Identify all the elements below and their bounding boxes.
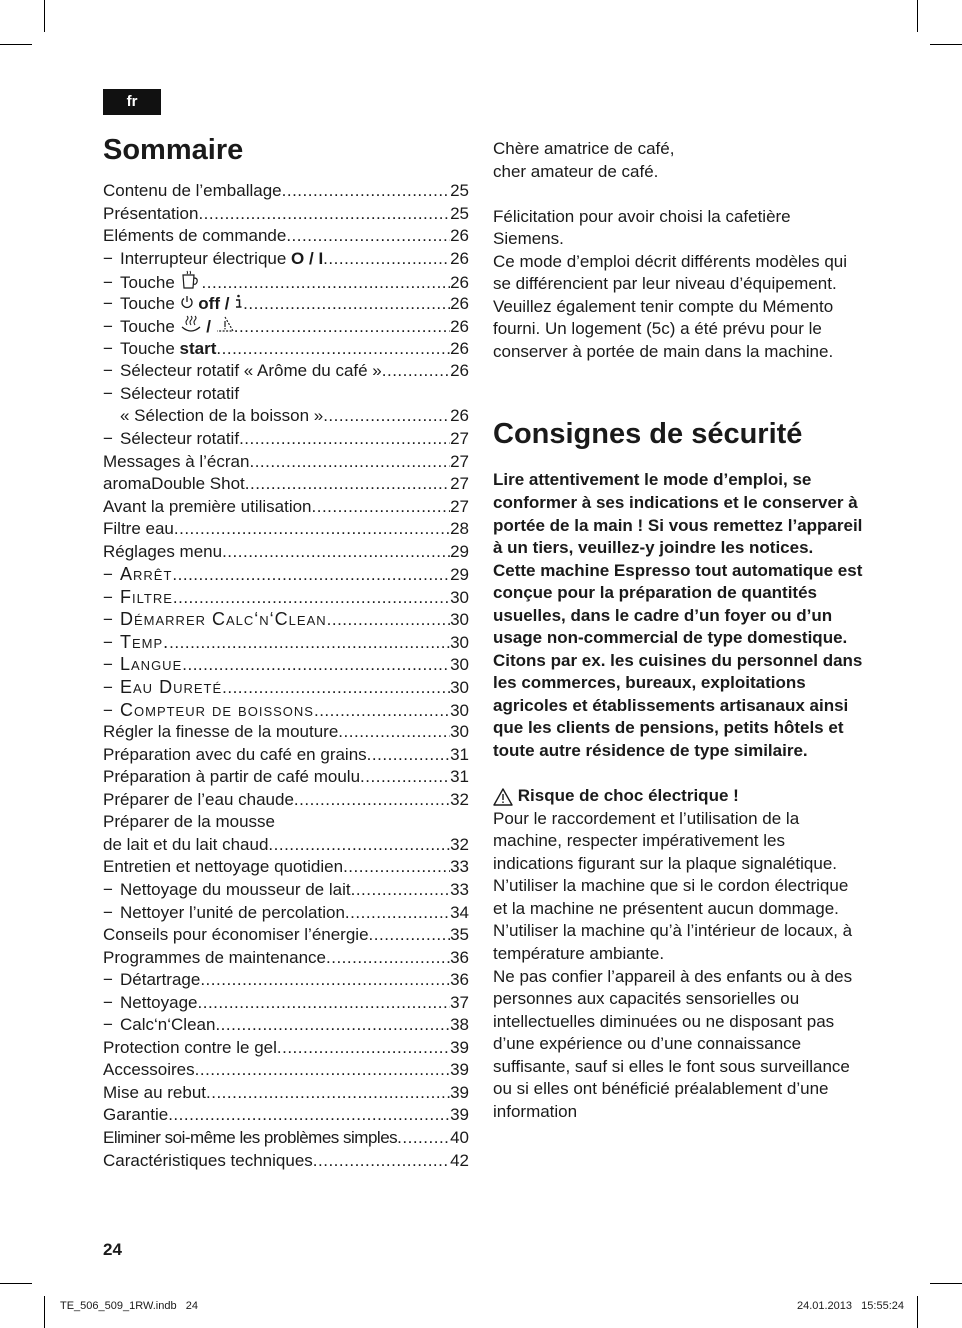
- safety-paragraph: N’utiliser la machine que si le cordon électrique et la machine ne présentent aucun dommage.: [493, 876, 849, 918]
- toc-page-number: 35: [450, 925, 469, 945]
- toc-entry: [103, 586, 469, 609]
- toc-page-number: 29: [450, 541, 469, 561]
- toc-dash: −: [103, 655, 113, 675]
- toc-entry-label: Nettoyage: [120, 992, 198, 1012]
- toc-entry-label: Nettoyage du mousseur de lait: [120, 879, 351, 899]
- power-icon: [180, 293, 194, 316]
- toc-leader-dots: [360, 766, 450, 789]
- toc-leader-dots: [323, 248, 450, 271]
- toc-page-number: 39: [450, 1037, 469, 1057]
- toc-entry: [103, 811, 469, 856]
- footer-filename: TE_506_509_1RW.indb 24: [60, 1300, 199, 1312]
- toc-entry-text: [103, 451, 249, 474]
- toc-dash: −: [103, 610, 113, 630]
- safety-bold-paragraph: Lire attentivement le mode d’emploi, se conformer à ses indications et le conserver à portée de la main ! Si vous remettez l’appareil à un tiers, veuillez-y joindre les notices.: [493, 470, 863, 558]
- toc-entry: [103, 270, 469, 293]
- toc-entry-text: [103, 1082, 206, 1105]
- toc-page-number: 42: [450, 1150, 469, 1170]
- toc-entry-label: Interrupteur électrique: [120, 248, 292, 268]
- toc-page-number: 33: [450, 879, 469, 899]
- toc-entry: [103, 428, 469, 451]
- toc-entry-text: [120, 360, 382, 383]
- toc-entry-label: Conseils pour économiser l’énergie: [103, 925, 369, 945]
- toc-leader-dots: [327, 609, 450, 632]
- toc-entry-text: [103, 203, 198, 226]
- toc-entry: [103, 1127, 469, 1150]
- crop-mark: [917, 1296, 918, 1328]
- toc-entry-text: [120, 653, 182, 676]
- toc-entry-label: Touche: [120, 338, 180, 358]
- crop-mark: [930, 44, 962, 45]
- toc-leader-dots: [268, 834, 450, 857]
- toc-entry-label: Garantie: [103, 1105, 169, 1125]
- toc-page-number: 27: [450, 429, 469, 449]
- crop-mark: [44, 0, 45, 32]
- toc-entry-text: [120, 631, 169, 654]
- toc-leader-dots: [198, 203, 450, 226]
- toc-dash: −: [103, 970, 113, 990]
- toc-dash: −: [103, 992, 113, 1012]
- toc-entry-text: [120, 902, 345, 925]
- toc-leader-dots: [234, 316, 450, 339]
- toc-page-number: 26: [450, 338, 469, 358]
- toc-entry-label: Détartrage: [120, 970, 201, 990]
- toc-page-number: 37: [450, 992, 469, 1012]
- toc-list: [103, 180, 469, 1172]
- toc-leader-dots: [200, 969, 450, 992]
- toc-leader-dots: [173, 587, 450, 610]
- toc-dash: −: [103, 248, 113, 268]
- toc-page-number: 33: [450, 857, 469, 877]
- steam-icon: [180, 315, 202, 340]
- toc-entry-text: [103, 856, 343, 879]
- toc-entry-text: [103, 180, 282, 203]
- toc-entry-bold: O / I: [291, 248, 324, 268]
- toc-dash: −: [103, 632, 113, 652]
- toc-leader-dots: [222, 541, 450, 564]
- toc-leader-dots: [168, 1104, 450, 1127]
- safety-paragraph: N’utiliser la machine qu’à l’intérieur de locaux, à température ambiante.: [493, 921, 853, 963]
- toc-page-number: 26: [450, 406, 469, 426]
- toc-leader-dots: [397, 1127, 450, 1150]
- toc-leader-dots: [215, 1014, 450, 1037]
- toc-entry-text: [120, 1014, 215, 1037]
- safety-paragraph: Pour le raccordement et l’utilisation de la machine, respecter impérativement les indications figurant sur la plaque signalétique.: [493, 808, 838, 873]
- toc-entry-label: Préparation à partir de café moulu: [103, 767, 361, 787]
- toc-entry-label: Accessoires: [103, 1060, 195, 1080]
- toc-entry: [103, 248, 469, 271]
- warning-title: Risque de choc électrique !: [517, 786, 739, 806]
- toc-leader-dots: [338, 721, 450, 744]
- toc-entry-label: Contenu de l’emballage: [103, 181, 282, 200]
- toc-entry: [103, 180, 469, 203]
- toc-dash: −: [103, 1015, 113, 1035]
- toc-leader-dots: [313, 1150, 450, 1173]
- toc-page-number: 26: [450, 248, 469, 268]
- toc-leader-dots: [294, 789, 450, 812]
- toc-page-number: 29: [450, 565, 469, 585]
- toc-page-number: 30: [450, 587, 469, 607]
- toc-dash: −: [103, 293, 113, 313]
- toc-entry-label: Présentation: [103, 203, 199, 223]
- toc-entry-label: Temp.: [120, 631, 170, 652]
- toc-entry: [103, 902, 469, 925]
- toc-leader-dots: [249, 451, 450, 474]
- toc-entry: [103, 293, 469, 316]
- toc-entry-label: Filtre: [120, 586, 173, 607]
- toc-entry-label: Nettoyer l’unité de percolation: [120, 902, 345, 922]
- toc-entry-label: Sélecteur rotatif: [120, 383, 240, 403]
- greeting-line: Chère amatrice de café,: [493, 139, 675, 158]
- toc-entry-text: [103, 473, 245, 496]
- toc-entry-label: Messages à l’écran: [103, 451, 250, 471]
- page-number: 24: [103, 1240, 122, 1259]
- right-column: [493, 138, 863, 1123]
- toc-entry-text: [120, 315, 234, 340]
- toc-entry: [103, 315, 469, 338]
- toc-leader-dots: [172, 564, 450, 587]
- toc-page-number: 27: [450, 474, 469, 494]
- toc-entry-text: [120, 676, 222, 699]
- toc-entry-label: Entretien et nettoyage quotidien: [103, 857, 344, 877]
- toc-entry-label: Démarrer Calc‘n‘Clean: [120, 609, 327, 630]
- toc-page-number: 26: [450, 317, 469, 337]
- crop-mark: [0, 1283, 32, 1284]
- intro-paragraph: Ce mode d’emploi décrit différents modèles qui se différencient par leur niveau d’équipement.: [493, 251, 848, 294]
- toc-entry-text: [120, 428, 239, 451]
- toc-page-number: 32: [450, 789, 469, 809]
- toc-page-number: 39: [450, 1082, 469, 1102]
- toc-entry: [103, 225, 469, 248]
- crop-mark: [930, 1283, 962, 1284]
- crop-mark: [44, 1296, 45, 1328]
- toc-entry: [103, 338, 469, 361]
- toc-leader-dots: [222, 677, 450, 700]
- toc-leader-dots: [239, 428, 450, 451]
- toc-leader-dots: [345, 902, 450, 925]
- toc-entry-text: [103, 744, 367, 767]
- toc-page-number: 26: [450, 272, 469, 292]
- toc-page-number: 26: [450, 293, 469, 313]
- toc-entry: [103, 1037, 469, 1060]
- toc-page-number: 26: [450, 226, 469, 246]
- toc-entry: [103, 631, 469, 654]
- toc-page-number: 27: [450, 451, 469, 471]
- language-badge: fr: [103, 89, 161, 115]
- toc-page-number: 27: [450, 496, 469, 516]
- toc-leader-dots: [182, 654, 450, 677]
- toc-entry-text: [120, 879, 351, 902]
- toc-page-number: 26: [450, 361, 469, 381]
- toc-entry-label: Arrêt: [120, 564, 173, 585]
- toc-leader-dots: [206, 1082, 450, 1105]
- toc-page-number: 38: [450, 1015, 469, 1035]
- toc-entry-text: [120, 563, 172, 586]
- toc-entry: [103, 473, 469, 496]
- toc-entry: [103, 1104, 469, 1127]
- toc-entry-line: [103, 811, 469, 834]
- toc-title: Sommaire: [103, 134, 244, 166]
- toc-leader-dots: [243, 293, 450, 316]
- toc-entry-text: [103, 924, 369, 947]
- toc-entry: [103, 541, 469, 564]
- toc-entry: [103, 1014, 469, 1037]
- warning-heading: [493, 785, 863, 808]
- toc-page-number: 40: [450, 1127, 469, 1147]
- toc-entry-text: [120, 586, 173, 609]
- toc-entry-text: [103, 1059, 195, 1082]
- toc-page-number: 39: [450, 1105, 469, 1125]
- toc-page-number: 30: [450, 610, 469, 630]
- toc-page-number: 36: [450, 947, 469, 967]
- toc-entry-text: [120, 248, 323, 271]
- warning-icon: [216, 316, 234, 339]
- safety-title: Consignes de sécurité: [493, 418, 803, 451]
- toc-entry: [103, 969, 469, 992]
- toc-dash: −: [103, 361, 113, 381]
- toc-entry: [103, 789, 469, 812]
- toc-dash: −: [103, 383, 113, 403]
- toc-entry-text: [120, 699, 314, 722]
- toc-entry: [103, 518, 469, 541]
- toc-entry: [103, 563, 469, 586]
- toc-entry-line: [103, 834, 469, 857]
- toc-entry: [103, 744, 469, 767]
- toc-entry: [103, 924, 469, 947]
- toc-entry-text: [103, 541, 222, 564]
- toc-entry: [103, 676, 469, 699]
- toc-entry-label: de lait et du lait chaud: [103, 834, 269, 854]
- toc-dash: −: [103, 429, 113, 449]
- toc-entry-label: Réglages menu: [103, 541, 223, 561]
- toc-entry: [103, 766, 469, 789]
- toc-entry: [103, 1082, 469, 1105]
- toc-page-number: 31: [450, 744, 469, 764]
- toc-entry-text: [120, 969, 200, 992]
- toc-entry: [103, 879, 469, 902]
- toc-page-number: 25: [450, 181, 469, 200]
- toc-page-number: 39: [450, 1060, 469, 1080]
- toc-entry: [103, 856, 469, 879]
- toc-leader-dots: [282, 180, 450, 203]
- toc-entry-label: Préparation avec du café en grains: [103, 744, 367, 764]
- toc-leader-dots: [323, 405, 450, 428]
- toc-leader-dots: [369, 924, 451, 947]
- toc-entry-label: Calc‘n‘Clean: [120, 1015, 216, 1035]
- toc-entry: [103, 653, 469, 676]
- greeting-line: cher amateur de café.: [493, 161, 659, 181]
- toc-entry-label: Sélecteur rotatif: [120, 429, 240, 449]
- toc-entry: [103, 1150, 469, 1173]
- toc-page-number: 36: [450, 970, 469, 990]
- toc-leader-dots: [382, 360, 450, 383]
- toc-entry-label: Préparer de la mousse: [103, 812, 275, 832]
- toc-page-number: 30: [450, 678, 469, 698]
- toc-leader-dots: [245, 473, 450, 496]
- toc-leader-dots: [195, 1059, 450, 1082]
- toc-page-number: 30: [450, 632, 469, 652]
- toc-leader-dots: [367, 744, 450, 767]
- toc-entry-label: Mise au rebut: [103, 1082, 206, 1102]
- toc-page-number: 32: [450, 834, 469, 854]
- toc-leader-dots: [343, 856, 450, 879]
- toc-entry: [103, 992, 469, 1015]
- toc-entry-label: Eliminer soi-même les problèmes simples: [103, 1127, 398, 1147]
- toc-entry-text: [120, 338, 216, 361]
- toc-entry-bold: start: [179, 338, 217, 358]
- toc-entry-label: Touche: [120, 272, 180, 292]
- toc-entry-label: Touche: [120, 293, 180, 313]
- toc-entry-label: Touche: [120, 317, 180, 337]
- toc-entry-label: Eau Dureté: [120, 677, 223, 698]
- toc-entry-text: [103, 1150, 313, 1173]
- toc-page-number: 34: [450, 902, 469, 922]
- toc-entry: [103, 699, 469, 722]
- toc-entry: [103, 451, 469, 474]
- safety-paragraph: Ne pas confier l’appareil à des enfants ou à des personnes aux capacités sensorielles ou intellectuelles diminuées ou ne disposant pas d’une expérience ou d’une connaissance suffisante, sauf si elles le font sous surveillance ou si elles ont bénéficié préalablement d’une information: [493, 966, 853, 1121]
- toc-entry-label: Eléments de commande: [103, 226, 287, 246]
- toc-entry-text: [103, 1037, 277, 1060]
- toc-entry-text: [103, 518, 174, 541]
- toc-entry: [103, 947, 469, 970]
- toc-entry-label: aromaDouble Shot: [103, 474, 245, 494]
- toc-dash: −: [103, 879, 113, 899]
- toc-dash: −: [103, 902, 113, 922]
- toc-leader-dots: [326, 947, 450, 970]
- toc-entry-label: Programmes de maintenance: [103, 947, 327, 967]
- toc-entry-text: [120, 293, 243, 316]
- toc-leader-dots: [216, 338, 450, 361]
- toc-entry-label: Langue: [120, 654, 183, 675]
- info-icon: [234, 293, 243, 316]
- toc-page-number: 30: [450, 700, 469, 720]
- toc-entry-text: [103, 721, 338, 744]
- toc-leader-dots: [312, 496, 451, 519]
- toc-entry-text: [103, 496, 312, 519]
- toc-entry-text: [120, 608, 327, 631]
- toc-entry-text: [103, 1104, 168, 1127]
- toc-page-number: 31: [450, 767, 469, 787]
- toc-entry-bold: /: [201, 317, 216, 337]
- toc-entry-text: [103, 947, 326, 970]
- toc-entry-text: [103, 789, 294, 812]
- footer-timestamp: 24.01.2013 15:55:24: [796, 1300, 904, 1312]
- toc-entry-label: Protection contre le gel: [103, 1037, 277, 1057]
- toc-entry: [103, 383, 469, 428]
- toc-page-number: 28: [450, 519, 469, 539]
- crop-mark: [917, 0, 918, 32]
- toc-dash: −: [103, 317, 113, 337]
- toc-dash: −: [103, 678, 113, 698]
- toc-leader-dots: [351, 879, 450, 902]
- toc-entry: [103, 1059, 469, 1082]
- toc-leader-dots: [169, 632, 450, 655]
- toc-leader-dots: [286, 225, 450, 248]
- toc-entry-label: Compteur de boissons: [120, 699, 314, 720]
- toc-entry-bold: off /: [193, 293, 235, 313]
- toc-page-number: 25: [450, 203, 469, 223]
- toc-entry-label: Avant la première utilisation: [103, 496, 312, 516]
- toc-entry-line: [103, 405, 469, 428]
- toc-entry: [103, 203, 469, 226]
- toc-leader-dots: [198, 992, 451, 1015]
- toc-entry-label: Préparer de l’eau chaude: [103, 789, 294, 809]
- table-of-contents: [103, 128, 469, 1172]
- toc-entry: [103, 496, 469, 519]
- toc-leader-dots: [314, 700, 450, 723]
- toc-entry-text: [103, 1127, 397, 1150]
- intro-paragraph: Veuillez également tenir compte du Mémento fourni. Un logement (5c) a été prévu pour le conserver à portée de main dans la machine.: [493, 296, 834, 361]
- toc-entry-label: « Sélection de la boisson »: [120, 406, 324, 426]
- toc-entry-line: [103, 383, 469, 406]
- toc-page-number: 30: [450, 722, 469, 742]
- toc-leader-dots: [174, 518, 450, 541]
- toc-dash: −: [103, 565, 113, 585]
- toc-entry-text: [120, 992, 198, 1015]
- toc-leader-dots: [202, 272, 451, 295]
- toc-dash: −: [103, 587, 113, 607]
- toc-entry: [103, 608, 469, 631]
- toc-page-number: 30: [450, 655, 469, 675]
- toc-entry-label: Sélecteur rotatif « Arôme du café »: [120, 361, 382, 381]
- crop-mark: [0, 44, 32, 45]
- toc-dash: −: [103, 338, 113, 358]
- toc-dash: −: [103, 272, 113, 292]
- toc-leader-dots: [277, 1037, 450, 1060]
- toc-entry-text: [103, 225, 286, 248]
- toc-entry-label: Régler la finesse de la mouture: [103, 722, 339, 742]
- toc-entry-label: Filtre eau: [103, 519, 174, 539]
- toc-entry-text: [103, 766, 360, 789]
- toc-entry: [103, 360, 469, 383]
- intro-paragraph: Félicitation pour avoir choisi la cafetière Siemens.: [493, 206, 791, 249]
- toc-dash: −: [103, 700, 113, 720]
- toc-entry-label: Caractéristiques techniques: [103, 1150, 313, 1170]
- toc-entry: [103, 721, 469, 744]
- warning-triangle-icon: [493, 788, 513, 806]
- safety-bold-paragraph: Cette machine Espresso tout automatique est conçue pour la préparation de quantités usuelles, dans le cadre d’un foyer ou d’un usage non-commercial de type domestique. Citons par ex. les cuisines du personnel dans les commerces, bureaux, exploitations agricoles et établissements artisanaux ainsi que les clients de pensions, petits hôtels et toute autre résidence de type similaire.: [493, 560, 863, 761]
